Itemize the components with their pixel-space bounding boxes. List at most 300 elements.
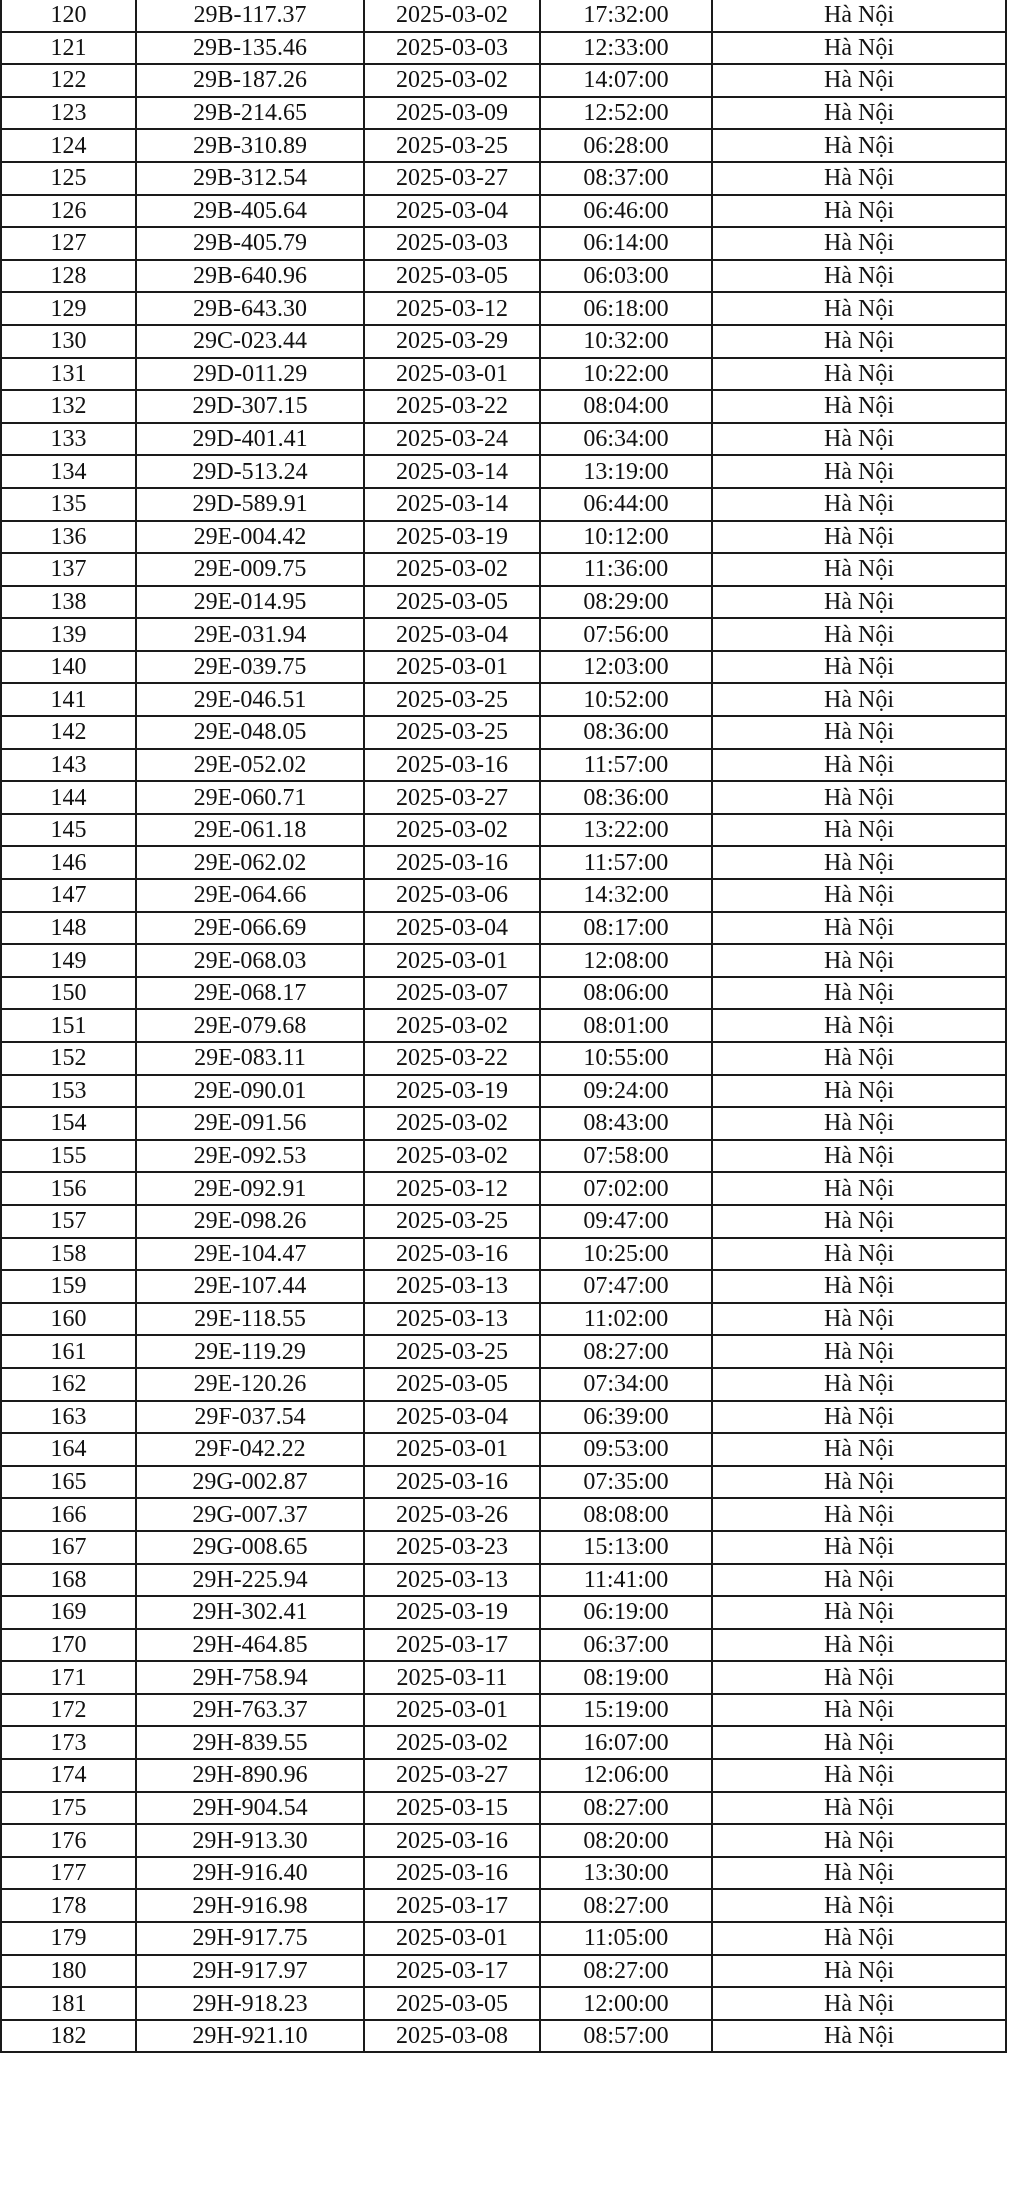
- violation-time: 14:32:00: [540, 879, 712, 912]
- violation-time: 07:02:00: [540, 1172, 712, 1205]
- row-number: 182: [1, 2020, 136, 2053]
- city: Hà Nội: [712, 162, 1006, 195]
- row-number: 181: [1, 1987, 136, 2020]
- city: Hà Nội: [712, 423, 1006, 456]
- violation-time: 08:37:00: [540, 162, 712, 195]
- license-plate: 29E-039.75: [136, 651, 364, 684]
- row-number: 136: [1, 521, 136, 554]
- license-plate: 29G-008.65: [136, 1531, 364, 1564]
- table-row: [1, 488, 1006, 521]
- violation-time: 08:43:00: [540, 1107, 712, 1140]
- table-row: [1, 977, 1006, 1010]
- table-row: [1, 162, 1006, 195]
- city: Hà Nội: [712, 846, 1006, 879]
- violation-time: 12:08:00: [540, 944, 712, 977]
- table-row: [1, 1238, 1006, 1271]
- table-row: [1, 1922, 1006, 1955]
- violation-time: 13:19:00: [540, 455, 712, 488]
- table-row: [1, 260, 1006, 293]
- row-number: 134: [1, 455, 136, 488]
- violation-date: 2025-03-02: [364, 1107, 540, 1140]
- row-number: 120: [1, 0, 136, 32]
- table-row: [1, 2020, 1006, 2053]
- table-row: [1, 195, 1006, 228]
- row-number: 162: [1, 1368, 136, 1401]
- license-plate: 29E-046.51: [136, 683, 364, 716]
- table-row: [1, 879, 1006, 912]
- violation-date: 2025-03-27: [364, 781, 540, 814]
- violation-date: 2025-03-27: [364, 1759, 540, 1792]
- table-row: [1, 781, 1006, 814]
- violation-date: 2025-03-05: [364, 586, 540, 619]
- row-number: 170: [1, 1629, 136, 1662]
- row-number: 168: [1, 1564, 136, 1597]
- table-row: [1, 1596, 1006, 1629]
- city: Hà Nội: [712, 1531, 1006, 1564]
- city: Hà Nội: [712, 488, 1006, 521]
- violation-date: 2025-03-02: [364, 1140, 540, 1173]
- table-row: [1, 683, 1006, 716]
- city: Hà Nội: [712, 1009, 1006, 1042]
- violation-date: 2025-03-03: [364, 227, 540, 260]
- violation-time: 06:18:00: [540, 292, 712, 325]
- violation-date: 2025-03-14: [364, 488, 540, 521]
- table-row: [1, 1792, 1006, 1825]
- table-row: [1, 1401, 1006, 1434]
- violation-time: 10:22:00: [540, 358, 712, 391]
- city: Hà Nội: [712, 1075, 1006, 1108]
- violation-date: 2025-03-01: [364, 1433, 540, 1466]
- row-number: 132: [1, 390, 136, 423]
- row-number: 129: [1, 292, 136, 325]
- violation-date: 2025-03-19: [364, 521, 540, 554]
- license-plate: 29H-917.75: [136, 1922, 364, 1955]
- license-plate: 29E-060.71: [136, 781, 364, 814]
- violation-date: 2025-03-25: [364, 683, 540, 716]
- row-number: 155: [1, 1140, 136, 1173]
- license-plate: 29E-118.55: [136, 1303, 364, 1336]
- table-row: [1, 1009, 1006, 1042]
- license-plate: 29H-758.94: [136, 1661, 364, 1694]
- violation-date: 2025-03-22: [364, 390, 540, 423]
- violation-time: 11:36:00: [540, 553, 712, 586]
- row-number: 158: [1, 1238, 136, 1271]
- table-row: [1, 1694, 1006, 1727]
- row-number: 144: [1, 781, 136, 814]
- license-plate: 29E-068.17: [136, 977, 364, 1010]
- row-number: 165: [1, 1466, 136, 1499]
- violation-date: 2025-03-01: [364, 651, 540, 684]
- city: Hà Nội: [712, 814, 1006, 847]
- city: Hà Nội: [712, 1368, 1006, 1401]
- table-row: [1, 846, 1006, 879]
- row-number: 133: [1, 423, 136, 456]
- row-number: 138: [1, 586, 136, 619]
- city: Hà Nội: [712, 716, 1006, 749]
- table-row: [1, 1205, 1006, 1238]
- violation-time: 10:55:00: [540, 1042, 712, 1075]
- row-number: 160: [1, 1303, 136, 1336]
- violation-time: 06:19:00: [540, 1596, 712, 1629]
- violation-time: 17:32:00: [540, 0, 712, 32]
- violation-time: 07:58:00: [540, 1140, 712, 1173]
- city: Hà Nội: [712, 97, 1006, 130]
- table-row: [1, 32, 1006, 65]
- violation-time: 11:57:00: [540, 749, 712, 782]
- violation-time: 06:37:00: [540, 1629, 712, 1662]
- violation-time: 07:47:00: [540, 1270, 712, 1303]
- violation-date: 2025-03-13: [364, 1303, 540, 1336]
- violation-date: 2025-03-14: [364, 455, 540, 488]
- table-row: [1, 423, 1006, 456]
- city: Hà Nội: [712, 0, 1006, 32]
- violation-date: 2025-03-02: [364, 1009, 540, 1042]
- license-plate: 29E-104.47: [136, 1238, 364, 1271]
- city: Hà Nội: [712, 1238, 1006, 1271]
- table-row: [1, 1955, 1006, 1988]
- table-row: [1, 1987, 1006, 2020]
- row-number: 166: [1, 1498, 136, 1531]
- violation-date: 2025-03-13: [364, 1564, 540, 1597]
- table-row: [1, 1303, 1006, 1336]
- row-number: 179: [1, 1922, 136, 1955]
- city: Hà Nội: [712, 651, 1006, 684]
- table-row: [1, 1270, 1006, 1303]
- violation-date: 2025-03-17: [364, 1629, 540, 1662]
- violation-time: 07:56:00: [540, 618, 712, 651]
- violation-date: 2025-03-16: [364, 1824, 540, 1857]
- city: Hà Nội: [712, 64, 1006, 97]
- violation-date: 2025-03-16: [364, 1238, 540, 1271]
- city: Hà Nội: [712, 1303, 1006, 1336]
- row-number: 146: [1, 846, 136, 879]
- city: Hà Nội: [712, 358, 1006, 391]
- row-number: 141: [1, 683, 136, 716]
- violation-time: 07:35:00: [540, 1466, 712, 1499]
- city: Hà Nội: [712, 879, 1006, 912]
- violation-date: 2025-03-22: [364, 1042, 540, 1075]
- violation-time: 11:02:00: [540, 1303, 712, 1336]
- row-number: 121: [1, 32, 136, 65]
- table-row: [1, 390, 1006, 423]
- table-row: [1, 1531, 1006, 1564]
- city: Hà Nội: [712, 1922, 1006, 1955]
- violation-date: 2025-03-12: [364, 292, 540, 325]
- violation-time: 11:41:00: [540, 1564, 712, 1597]
- violation-date: 2025-03-02: [364, 1726, 540, 1759]
- city: Hà Nội: [712, 1629, 1006, 1662]
- violation-date: 2025-03-05: [364, 260, 540, 293]
- license-plate: 29H-839.55: [136, 1726, 364, 1759]
- table-row: [1, 1075, 1006, 1108]
- table-row: [1, 1466, 1006, 1499]
- row-number: 152: [1, 1042, 136, 1075]
- violation-time: 13:22:00: [540, 814, 712, 847]
- license-plate: 29E-120.26: [136, 1368, 364, 1401]
- license-plate: 29G-002.87: [136, 1466, 364, 1499]
- violation-date: 2025-03-02: [364, 553, 540, 586]
- violation-time: 10:25:00: [540, 1238, 712, 1271]
- violation-time: 06:28:00: [540, 129, 712, 162]
- city: Hà Nội: [712, 1824, 1006, 1857]
- table-row: [1, 586, 1006, 619]
- row-number: 149: [1, 944, 136, 977]
- violation-date: 2025-03-12: [364, 1172, 540, 1205]
- license-plate: 29H-921.10: [136, 2020, 364, 2053]
- city: Hà Nội: [712, 1661, 1006, 1694]
- row-number: 174: [1, 1759, 136, 1792]
- violation-time: 12:03:00: [540, 651, 712, 684]
- row-number: 176: [1, 1824, 136, 1857]
- city: Hà Nội: [712, 2020, 1006, 2053]
- violation-date: 2025-03-01: [364, 358, 540, 391]
- violation-time: 14:07:00: [540, 64, 712, 97]
- city: Hà Nội: [712, 1857, 1006, 1890]
- license-plate: 29E-092.53: [136, 1140, 364, 1173]
- violation-time: 12:52:00: [540, 97, 712, 130]
- violation-date: 2025-03-04: [364, 912, 540, 945]
- violation-time: 08:20:00: [540, 1824, 712, 1857]
- city: Hà Nội: [712, 1596, 1006, 1629]
- license-plate: 29H-890.96: [136, 1759, 364, 1792]
- city: Hà Nội: [712, 521, 1006, 554]
- violation-time: 13:30:00: [540, 1857, 712, 1890]
- license-plate: 29E-031.94: [136, 618, 364, 651]
- city: Hà Nội: [712, 260, 1006, 293]
- license-plate: 29H-904.54: [136, 1792, 364, 1825]
- city: Hà Nội: [712, 129, 1006, 162]
- table-row: [1, 325, 1006, 358]
- violation-time: 07:34:00: [540, 1368, 712, 1401]
- city: Hà Nội: [712, 1107, 1006, 1140]
- license-plate: 29B-310.89: [136, 129, 364, 162]
- license-plate: 29F-042.22: [136, 1433, 364, 1466]
- violation-time: 10:12:00: [540, 521, 712, 554]
- row-number: 140: [1, 651, 136, 684]
- violation-date: 2025-03-02: [364, 0, 540, 32]
- violation-date: 2025-03-06: [364, 879, 540, 912]
- row-number: 125: [1, 162, 136, 195]
- violation-date: 2025-03-29: [364, 325, 540, 358]
- license-plate: 29G-007.37: [136, 1498, 364, 1531]
- license-plate: 29H-913.30: [136, 1824, 364, 1857]
- row-number: 164: [1, 1433, 136, 1466]
- violation-date: 2025-03-13: [364, 1270, 540, 1303]
- violation-date: 2025-03-17: [364, 1889, 540, 1922]
- table-row: [1, 521, 1006, 554]
- city: Hà Nội: [712, 1042, 1006, 1075]
- table-row: [1, 1172, 1006, 1205]
- license-plate: 29B-187.26: [136, 64, 364, 97]
- violation-date: 2025-03-09: [364, 97, 540, 130]
- violation-date: 2025-03-26: [364, 1498, 540, 1531]
- license-plate: 29H-916.98: [136, 1889, 364, 1922]
- license-plate: 29E-068.03: [136, 944, 364, 977]
- row-number: 172: [1, 1694, 136, 1727]
- table-row: [1, 1140, 1006, 1173]
- license-plate: 29E-052.02: [136, 749, 364, 782]
- row-number: 173: [1, 1726, 136, 1759]
- city: Hà Nội: [712, 195, 1006, 228]
- row-number: 135: [1, 488, 136, 521]
- violation-time: 09:53:00: [540, 1433, 712, 1466]
- city: Hà Nội: [712, 390, 1006, 423]
- license-plate: 29H-916.40: [136, 1857, 364, 1890]
- violation-time: 09:47:00: [540, 1205, 712, 1238]
- city: Hà Nội: [712, 1498, 1006, 1531]
- row-number: 159: [1, 1270, 136, 1303]
- violation-date: 2025-03-01: [364, 944, 540, 977]
- violation-time: 06:03:00: [540, 260, 712, 293]
- violation-time: 08:01:00: [540, 1009, 712, 1042]
- row-number: 161: [1, 1335, 136, 1368]
- license-plate: 29C-023.44: [136, 325, 364, 358]
- row-number: 139: [1, 618, 136, 651]
- table-row: [1, 1042, 1006, 1075]
- violation-time: 08:27:00: [540, 1792, 712, 1825]
- row-number: 178: [1, 1889, 136, 1922]
- license-plate: 29E-061.18: [136, 814, 364, 847]
- table-row: [1, 1889, 1006, 1922]
- violation-date: 2025-03-01: [364, 1694, 540, 1727]
- violation-time: 09:24:00: [540, 1075, 712, 1108]
- license-plate: 29E-066.69: [136, 912, 364, 945]
- license-plate: 29E-098.26: [136, 1205, 364, 1238]
- city: Hà Nội: [712, 1466, 1006, 1499]
- row-number: 126: [1, 195, 136, 228]
- violation-date: 2025-03-25: [364, 129, 540, 162]
- row-number: 128: [1, 260, 136, 293]
- violation-time: 08:27:00: [540, 1955, 712, 1988]
- row-number: 153: [1, 1075, 136, 1108]
- violation-time: 06:14:00: [540, 227, 712, 260]
- row-number: 154: [1, 1107, 136, 1140]
- license-plate: 29D-513.24: [136, 455, 364, 488]
- violation-time: 08:04:00: [540, 390, 712, 423]
- table-row: [1, 716, 1006, 749]
- license-plate: 29B-214.65: [136, 97, 364, 130]
- table-row: [1, 1433, 1006, 1466]
- row-number: 145: [1, 814, 136, 847]
- row-number: 123: [1, 97, 136, 130]
- table-row: [1, 1726, 1006, 1759]
- violation-time: 10:52:00: [540, 683, 712, 716]
- row-number: 147: [1, 879, 136, 912]
- license-plate: 29B-405.79: [136, 227, 364, 260]
- row-number: 142: [1, 716, 136, 749]
- table-row: [1, 651, 1006, 684]
- city: Hà Nội: [712, 1987, 1006, 2020]
- violation-date: 2025-03-01: [364, 1922, 540, 1955]
- city: Hà Nội: [712, 1433, 1006, 1466]
- license-plate: 29H-225.94: [136, 1564, 364, 1597]
- license-plate: 29E-014.95: [136, 586, 364, 619]
- license-plate: 29B-405.64: [136, 195, 364, 228]
- license-plate: 29H-917.97: [136, 1955, 364, 1988]
- violation-time: 08:08:00: [540, 1498, 712, 1531]
- license-plate: 29D-401.41: [136, 423, 364, 456]
- violation-date: 2025-03-03: [364, 32, 540, 65]
- row-number: 131: [1, 358, 136, 391]
- row-number: 137: [1, 553, 136, 586]
- table-row: [1, 0, 1006, 32]
- violation-date: 2025-03-23: [364, 1531, 540, 1564]
- table-row: [1, 1661, 1006, 1694]
- city: Hà Nội: [712, 227, 1006, 260]
- violation-date: 2025-03-27: [364, 162, 540, 195]
- row-number: 167: [1, 1531, 136, 1564]
- city: Hà Nội: [712, 944, 1006, 977]
- license-plate: 29B-135.46: [136, 32, 364, 65]
- city: Hà Nội: [712, 1564, 1006, 1597]
- table-row: [1, 1564, 1006, 1597]
- table-row: [1, 1824, 1006, 1857]
- violation-date: 2025-03-25: [364, 1335, 540, 1368]
- table-row: [1, 1857, 1006, 1890]
- city: Hà Nội: [712, 683, 1006, 716]
- table-row: [1, 749, 1006, 782]
- city: Hà Nội: [712, 32, 1006, 65]
- table-row: [1, 553, 1006, 586]
- row-number: 177: [1, 1857, 136, 1890]
- violation-time: 10:32:00: [540, 325, 712, 358]
- row-number: 157: [1, 1205, 136, 1238]
- violation-time: 12:06:00: [540, 1759, 712, 1792]
- violation-date: 2025-03-05: [364, 1987, 540, 2020]
- table-row: [1, 912, 1006, 945]
- table-row: [1, 944, 1006, 977]
- license-plate: 29H-763.37: [136, 1694, 364, 1727]
- violation-time: 06:44:00: [540, 488, 712, 521]
- city: Hà Nội: [712, 977, 1006, 1010]
- violation-time: 06:46:00: [540, 195, 712, 228]
- violation-date: 2025-03-16: [364, 1857, 540, 1890]
- license-plate: 29B-643.30: [136, 292, 364, 325]
- violation-time: 11:57:00: [540, 846, 712, 879]
- row-number: 171: [1, 1661, 136, 1694]
- violation-time: 16:07:00: [540, 1726, 712, 1759]
- license-plate: 29E-048.05: [136, 716, 364, 749]
- license-plate: 29F-037.54: [136, 1401, 364, 1434]
- license-plate: 29H-918.23: [136, 1987, 364, 2020]
- table-row: [1, 1368, 1006, 1401]
- license-plate: 29E-064.66: [136, 879, 364, 912]
- city: Hà Nội: [712, 1205, 1006, 1238]
- license-plate: 29D-307.15: [136, 390, 364, 423]
- city: Hà Nội: [712, 1792, 1006, 1825]
- violation-date: 2025-03-05: [364, 1368, 540, 1401]
- city: Hà Nội: [712, 1335, 1006, 1368]
- city: Hà Nội: [712, 618, 1006, 651]
- violation-time: 08:27:00: [540, 1889, 712, 1922]
- city: Hà Nội: [712, 1270, 1006, 1303]
- row-number: 169: [1, 1596, 136, 1629]
- license-plate: 29E-091.56: [136, 1107, 364, 1140]
- license-plate: 29H-302.41: [136, 1596, 364, 1629]
- violation-date: 2025-03-17: [364, 1955, 540, 1988]
- row-number: 163: [1, 1401, 136, 1434]
- table-row: [1, 814, 1006, 847]
- table-row: [1, 97, 1006, 130]
- table-row: [1, 1335, 1006, 1368]
- violation-date: 2025-03-07: [364, 977, 540, 1010]
- license-plate: 29E-004.42: [136, 521, 364, 554]
- license-plate: 29E-119.29: [136, 1335, 364, 1368]
- violation-time: 06:39:00: [540, 1401, 712, 1434]
- license-plate: 29E-092.91: [136, 1172, 364, 1205]
- license-plate: 29H-464.85: [136, 1629, 364, 1662]
- violation-date: 2025-03-25: [364, 716, 540, 749]
